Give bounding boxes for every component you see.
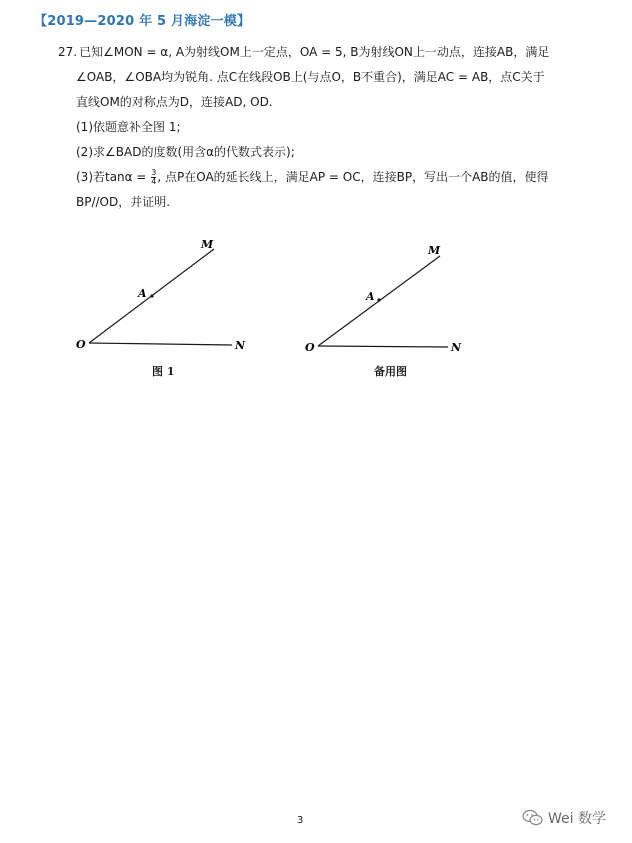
- question-3-text-b: , 点P在OA的延长线上，满足AP = OC，连接BP，写出一个AB的值，使得: [157, 170, 549, 184]
- figure-backup: [296, 236, 486, 356]
- label-a: A: [138, 287, 147, 300]
- tan-fraction: [151, 169, 156, 186]
- problem-line-2: ∠OAB，∠OBA均为锐角. 点C在线段OB上(与点O，B不重合)，满足AC = AB，点C关于: [76, 70, 545, 84]
- point-a: [150, 294, 153, 297]
- question-1: (1)依题意补全图 1;: [76, 120, 181, 134]
- problem-number: 27.: [58, 45, 78, 59]
- point-a: [377, 298, 380, 301]
- exam-source-header: 【2019—2020 年 5 月海淀一模】: [34, 14, 251, 29]
- watermark-text: Wei 数学: [548, 811, 606, 827]
- question-2: (2)求∠BAD的度数(用含α的代数式表示);: [76, 145, 295, 159]
- problem-line-1: [58, 40, 558, 65]
- problem-text-1: 已知∠MON = α, A为射线OM上一定点，OA = 5, B为射线ON上一动点，连接AB，满足: [79, 45, 550, 59]
- label-o: O: [305, 341, 315, 354]
- page-number: 3: [297, 815, 304, 826]
- ray-on: [89, 343, 232, 345]
- figure-1: [70, 236, 260, 356]
- watermark: [522, 808, 606, 828]
- label-o: O: [76, 338, 86, 351]
- ray-on: [318, 346, 448, 347]
- fraction-numerator: 3: [151, 168, 157, 177]
- label-m: M: [201, 238, 214, 251]
- question-3-text-a: (3)若tanα =: [76, 170, 151, 184]
- label-m: M: [428, 244, 441, 257]
- problem-line-3: 直线OM的对称点为D，连接AD, OD.: [76, 95, 273, 109]
- label-n: N: [451, 341, 462, 354]
- question-3-cont: BP//OD，并证明.: [76, 195, 171, 209]
- question-3: [58, 165, 558, 190]
- wechat-icon: [522, 809, 544, 827]
- label-n: N: [235, 339, 246, 352]
- figure-1-caption: 图 1: [152, 365, 175, 378]
- fraction-denominator: 4: [151, 177, 157, 186]
- problem-27: [58, 40, 558, 215]
- figure-backup-caption: 备用图: [374, 365, 407, 378]
- label-a: A: [366, 290, 375, 303]
